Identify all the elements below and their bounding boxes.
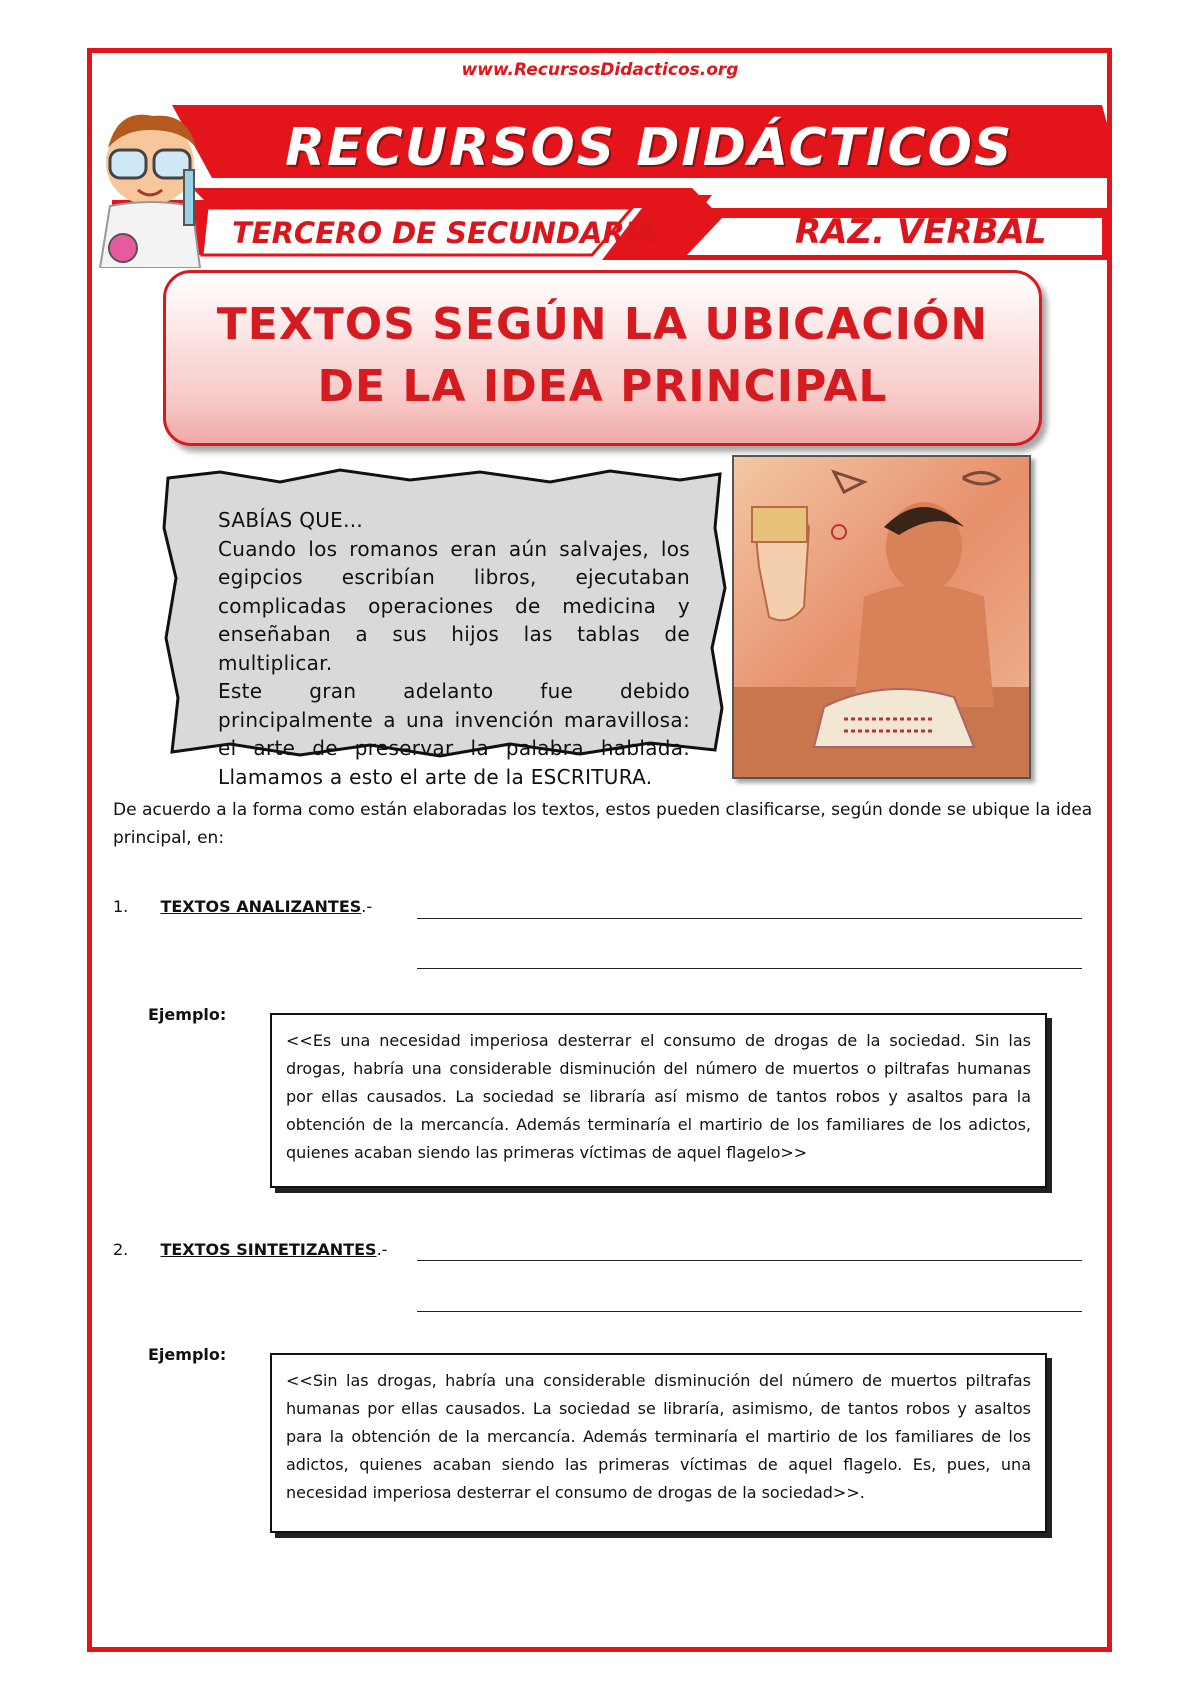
info-box-text (218, 506, 690, 791)
info-box-paragraph-1: Cuando los romanos eran aún salvajes, los egipcios escribían libros, ejecutaban complicadas operaciones de medicina y enseñaban a sus hijos las tablas de multiplicar. (218, 536, 690, 675)
page-title-line-1: TEXTOS SEGÚN LA UBICACIÓN (216, 299, 989, 350)
subject-label: RAZ. VERBAL (795, 212, 1047, 252)
answer-line-2a[interactable] (417, 1260, 1082, 1261)
egyptian-scribe-illustration (732, 455, 1031, 779)
section-1-suffix: .- (361, 897, 373, 916)
answer-line-1a[interactable] (417, 918, 1082, 919)
example-label-1: Ejemplo: (148, 1005, 227, 1024)
example-box-1 (270, 1013, 1047, 1188)
answer-line-1b[interactable] (417, 968, 1082, 969)
scientist-kid-icon (88, 108, 213, 268)
info-box-paragraph-2: Este gran adelanto fue debido principalmente a una invención maravillosa: el arte de preservar la palabra hablada. Llamamos a esto el arte de la ESCRITURA. (218, 679, 690, 789)
section-2-heading (113, 1240, 387, 1259)
example-label-2: Ejemplo: (148, 1345, 227, 1364)
grade-label: TERCERO DE SECUNDARIA (232, 216, 658, 250)
page-title-box (163, 270, 1042, 446)
page-title-line-2: DE LA IDEA PRINCIPAL (317, 361, 888, 412)
section-1-heading (113, 897, 372, 916)
section-2-number: 2. (113, 1240, 129, 1259)
brand-name: RECURSOS DIDÁCTICOS (285, 118, 1014, 178)
intro-paragraph: De acuerdo a la forma como están elaboradas los textos, estos pueden clasificarse, según donde se ubique la idea principal, en: (113, 800, 1093, 848)
section-2-suffix: .- (376, 1240, 388, 1259)
section-2-name: TEXTOS SINTETIZANTES (160, 1240, 377, 1259)
example-text-1: <<Es una necesidad imperiosa desterrar el consumo de drogas de la sociedad. Sin las drogas, habría una considerable disminución del número de muertos o piltrafas humanas por ellas causados. La sociedad se libraría así mismo de tantos robos y asaltos para la obtención de la mercancía. Además terminaría el martirio de los familiares de los adictos, quienes acaban siendo las primeras víctimas de aquel flagelo>> (286, 1031, 1031, 1162)
info-box-heading: SABÍAS QUE... (218, 508, 364, 532)
section-1-number: 1. (113, 897, 129, 916)
section-1-name: TEXTOS ANALIZANTES (160, 897, 362, 916)
answer-line-2b[interactable] (417, 1311, 1082, 1312)
example-text-2: <<Sin las drogas, habría una considerable disminución del número de muertos piltrafas humanas por ellas causados. La sociedad se libraría, asimismo, de tantos robos y asaltos para la obtención de la mercancía. Además terminaría el martirio de los familiares de los adictos, quienes acaban siendo las primeras víctimas de aquel flagelo. Es, pues, una necesidad imperiosa desterrar el consumo de drogas de la sociedad>>. (286, 1371, 1031, 1502)
example-box-2 (270, 1353, 1047, 1533)
site-url[interactable]: www.RecursosDidacticos.org (461, 60, 739, 80)
